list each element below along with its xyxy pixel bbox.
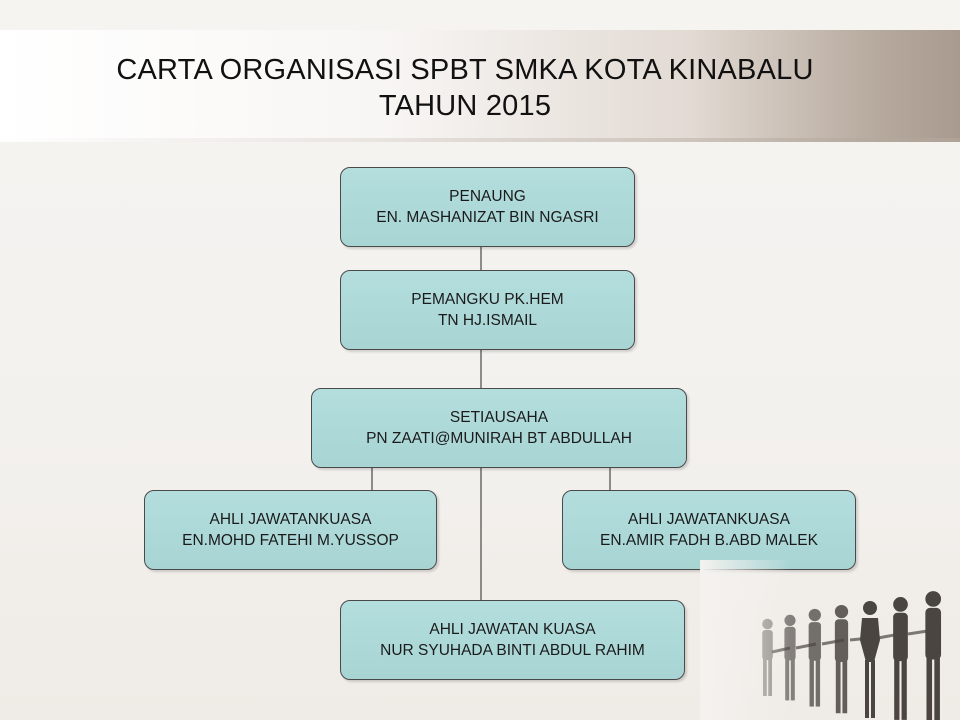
node-penaung: [340, 167, 635, 247]
chart-subtitle-year: TAHUN 2015: [378, 90, 552, 122]
node-ajk-bottom-name: NUR SYUHADA BINTI ABDUL RAHIM: [380, 642, 645, 659]
node-pemangku-name: TN HJ.ISMAIL: [437, 312, 538, 329]
chart-title: CARTA ORGANISASI SPBT SMKA KOTA KINABALU: [116, 54, 814, 86]
node-setiausaha-name: PN ZAATI@MUNIRAH BT ABDULLAH: [366, 430, 632, 447]
node-penaung-role: PENAUNG: [449, 188, 526, 205]
node-ajk-left-role: AHLI JAWATANKUASA: [209, 511, 372, 528]
node-ajk-right-name: EN.AMIR FADH B.ABD MALEK: [600, 532, 818, 549]
people-holding-hands-icon: [700, 560, 960, 720]
node-pemangku: [340, 270, 635, 350]
node-pemangku-role: PEMANGKU PK.HEM: [411, 291, 564, 308]
node-ajk-left-name: EN.MOHD FATEHI M.YUSSOP: [182, 532, 399, 549]
node-ajk-right-role: AHLI JAWATANKUASA: [628, 511, 790, 528]
node-penaung-name: EN. MASHANIZAT BIN NGASRI: [376, 209, 599, 226]
node-ajk-left: [144, 490, 437, 570]
node-ajk-right: [562, 490, 856, 570]
node-ajk-bottom: [340, 600, 685, 680]
node-setiausaha-role: SETIAUSAHA: [449, 409, 549, 426]
node-ajk-bottom-role: AHLI JAWATAN KUASA: [429, 621, 596, 638]
node-setiausaha: [311, 388, 687, 468]
